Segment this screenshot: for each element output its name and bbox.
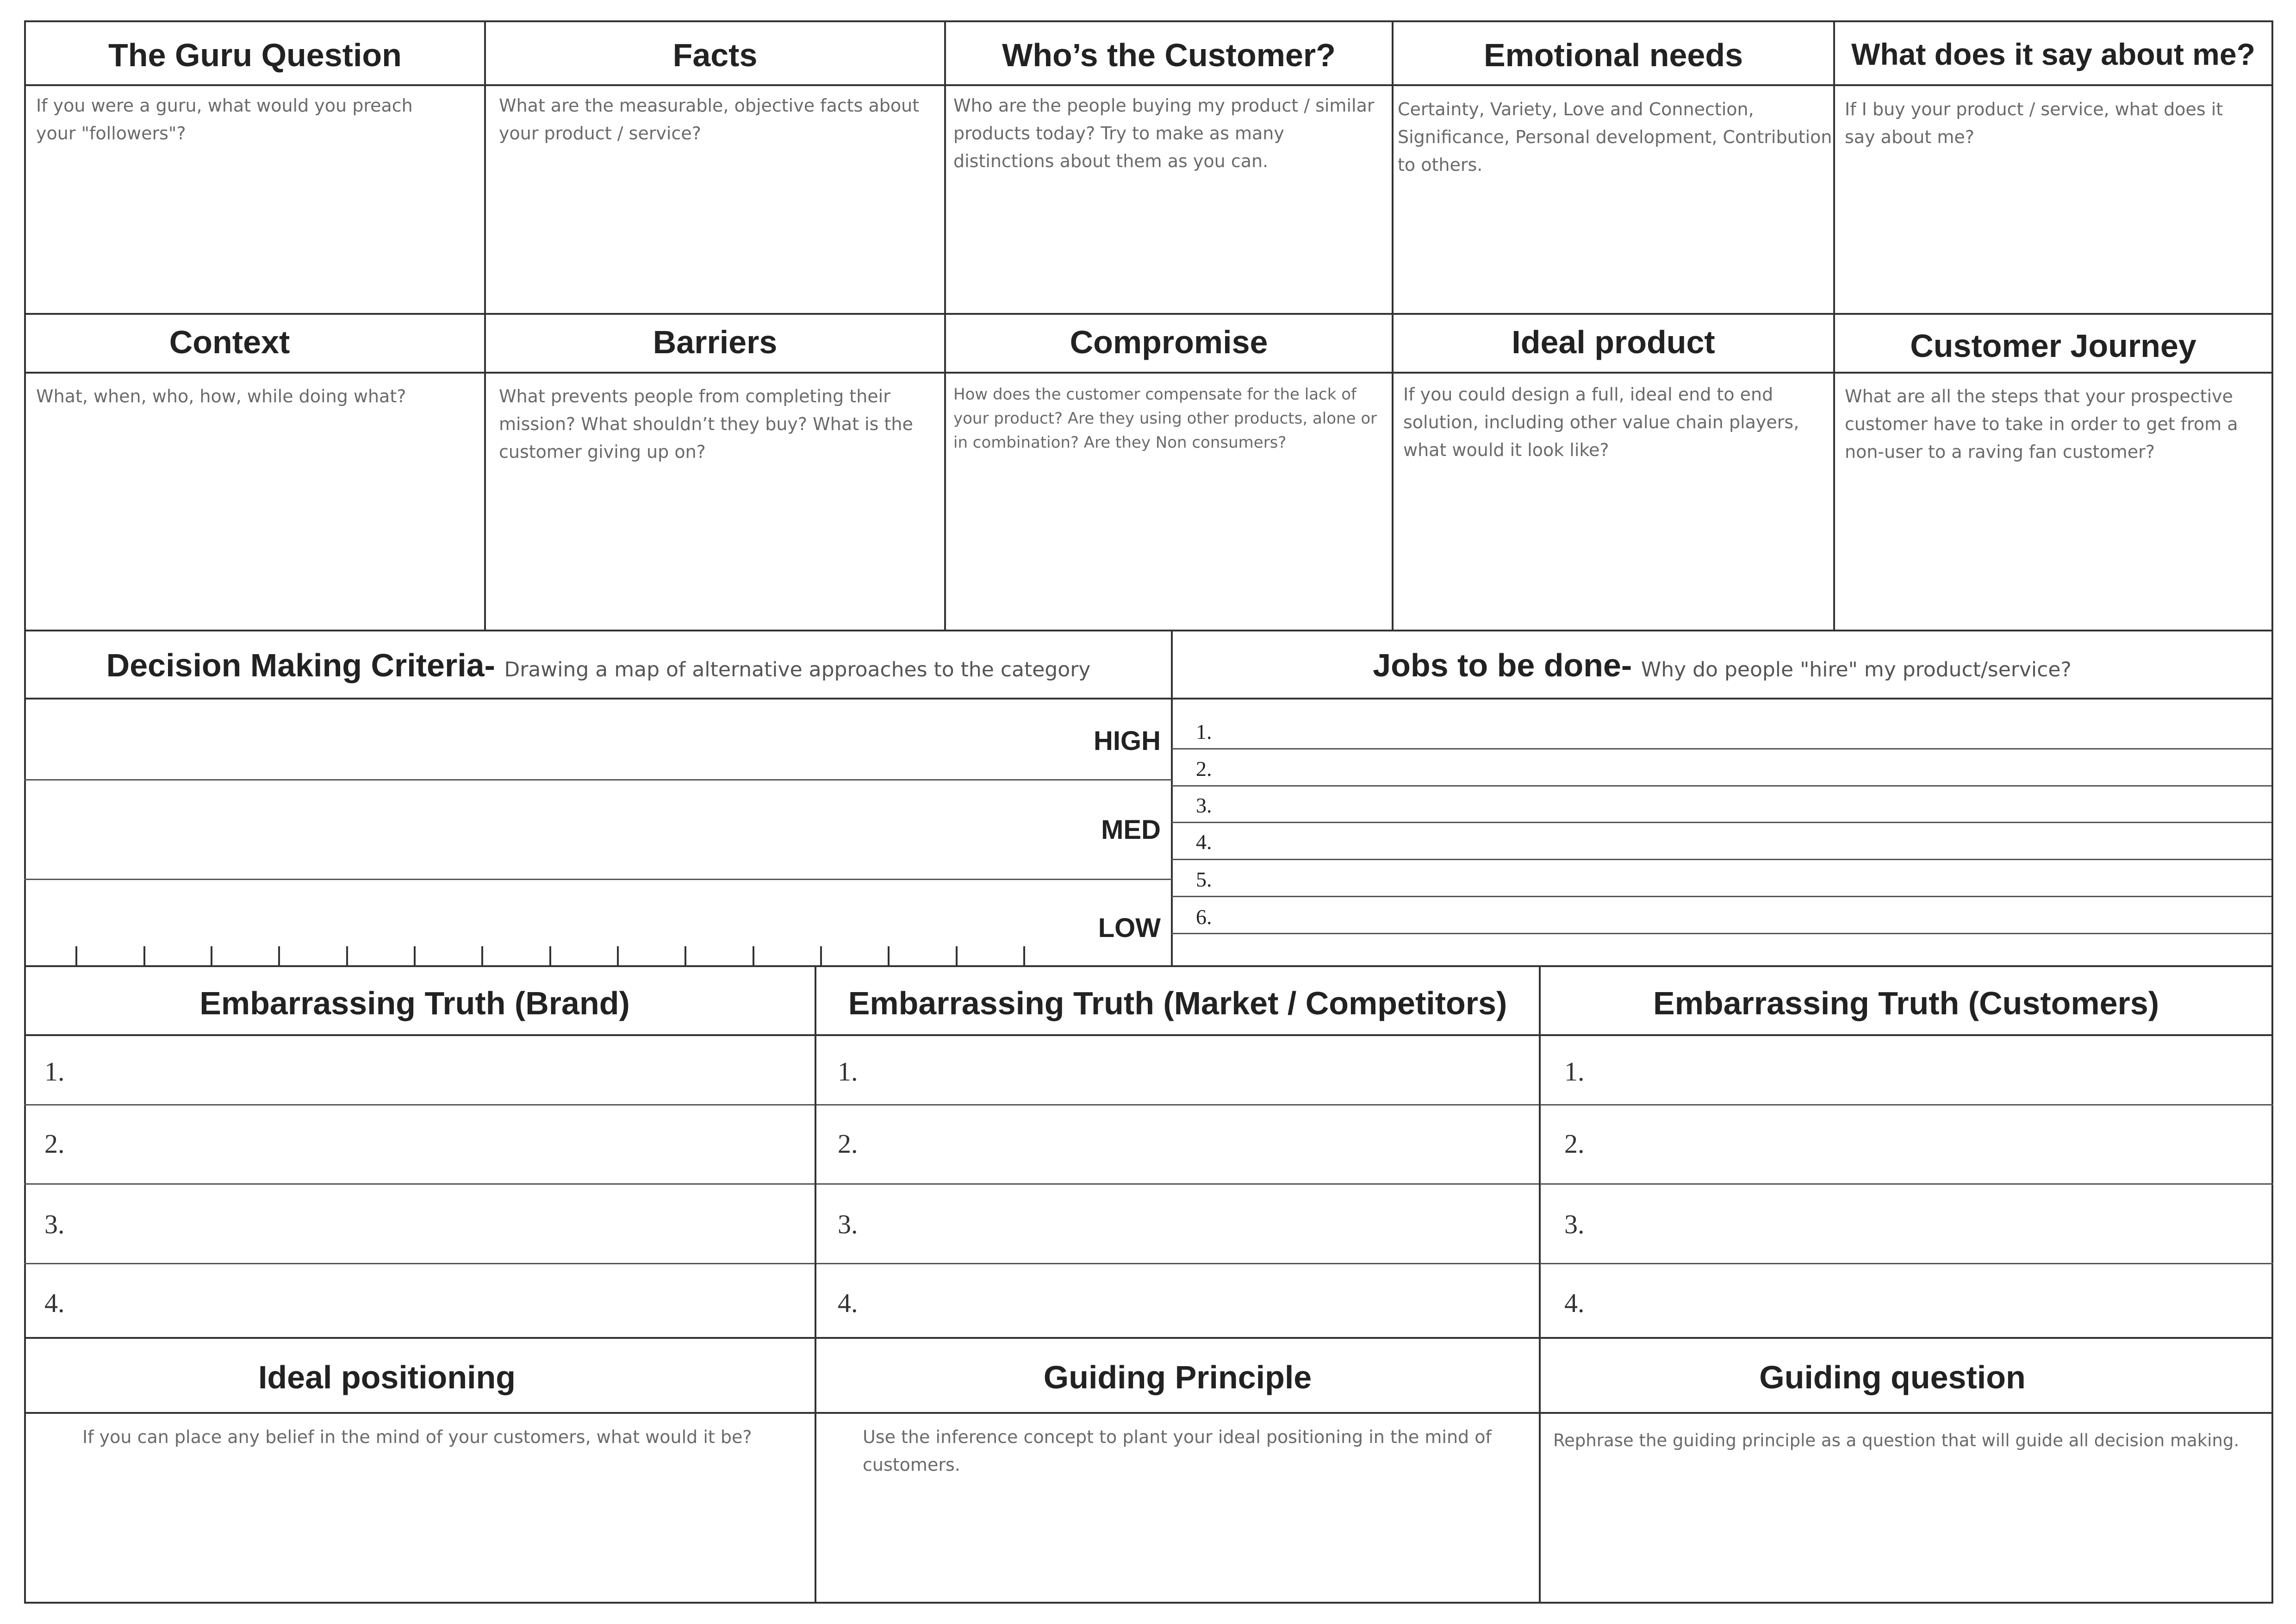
truth-market-number-4: 4. [838,1288,858,1318]
truth-brand-title: Embarrassing Truth (Brand) [199,985,630,1021]
ideal-product-title: Ideal product [1512,324,1715,360]
jobs-to-be-done-header [1173,649,2271,681]
ideal-positioning-desc: If you can place any belief in the mind of your customers, what would it be? [82,1427,752,1447]
guru-question-desc: If you were a guru, what would you preach your "followers"? [36,95,413,144]
emotional-needs-title: Emotional needs [1483,37,1743,73]
facts-desc: What are the measurable, objective facts about your product / service? [499,95,920,144]
truth-customers-number-1: 1. [1564,1056,1585,1087]
truth-brand-number-3: 3. [44,1209,65,1239]
decision-criteria-title: Decision Making Criteria- [106,647,495,683]
jobs-number-5: 5. [1196,868,1212,891]
compromise-title: Compromise [1070,324,1268,360]
truth-customers-number-3: 3. [1564,1209,1585,1239]
jobs-number-2: 2. [1196,757,1212,781]
jobs-number-3: 3. [1196,793,1212,817]
context-desc: What, when, who, how, while doing what? [36,386,406,406]
guiding-principle-title: Guiding Principle [1043,1359,1312,1395]
truth-market-number-2: 2. [838,1129,858,1159]
emotional-needs-desc: Certainty, Variety, Love and Connection, Significance, Personal development, Contribution to others. [1398,99,1832,175]
truth-market-title: Embarrassing Truth (Market / Competitors) [848,985,1507,1021]
truth-customers-number-4: 4. [1564,1288,1585,1318]
guru-question-title: The Guru Question [108,37,402,73]
truth-customers-title: Embarrassing Truth (Customers) [1653,985,2159,1021]
context-title: Context [169,324,290,360]
truth-customers-number-2: 2. [1564,1129,1585,1159]
jobs-to-be-done-subtitle: Why do people "hire" my product/service? [1641,658,2072,681]
guiding-question-title: Guiding question [1759,1359,2026,1395]
guiding-principle-desc: Use the inference concept to plant your ideal positioning in the mind of customers. [863,1427,1492,1475]
customer-journey-desc: What are all the steps that your prospective customer have to take in order to get from a non-user to a raving fan customer? [1845,386,2238,462]
decision-criteria-header [26,649,1171,681]
customer-journey-title: Customer Journey [1910,328,2196,364]
whos-the-customer-desc: Who are the people buying my product / similar products today? Try to make as many distinctions about them as you can. [953,95,1375,171]
compromise-desc: How does the customer compensate for the lack of your product? Are they using other products, alone or in combination? Are they Non consumers? [953,385,1377,452]
ideal-positioning-title: Ideal positioning [258,1359,516,1395]
barriers-desc: What prevents people from completing their mission? What shouldn’t they buy? What is the customer giving up on? [499,386,913,462]
truth-market-number-1: 1. [838,1056,858,1087]
level-high-label: HIGH [1094,726,1161,756]
truth-brand-number-2: 2. [44,1129,65,1159]
jobs-to-be-done-title: Jobs to be done- [1373,647,1632,683]
what-does-it-say-title: What does it say about me? [1851,37,2255,71]
truth-market-number-3: 3. [838,1209,858,1239]
guiding-question-desc: Rephrase the guiding principle as a question that will guide all decision making. [1553,1430,2240,1450]
decision-criteria-subtitle: Drawing a map of alternative approaches to the category [504,658,1091,681]
ideal-product-desc: If you could design a full, ideal end to end solution, including other value chain players, what would it look like? [1403,384,1799,460]
truth-brand-number-1: 1. [44,1056,65,1087]
level-low-label: LOW [1098,913,1161,943]
jobs-number-6: 6. [1196,905,1212,929]
level-med-label: MED [1101,815,1161,845]
jobs-number-4: 4. [1196,830,1212,854]
jobs-number-1: 1. [1196,720,1212,743]
truth-brand-number-4: 4. [44,1288,65,1318]
what-does-it-say-desc: If I buy your product / service, what does it say about me? [1845,99,2223,147]
barriers-title: Barriers [653,324,778,360]
facts-title: Facts [672,37,758,73]
whos-the-customer-title: Who’s the Customer? [1002,37,1336,73]
